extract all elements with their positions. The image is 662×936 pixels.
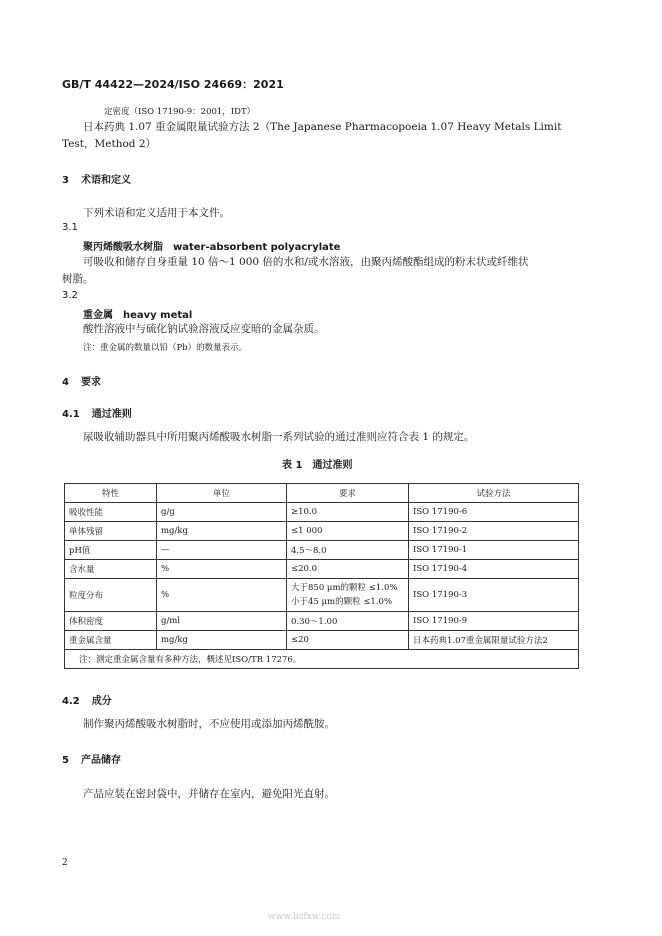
subsection-number: 4.1 <box>62 409 80 420</box>
intro-line-2: 日本药典 1.07 重金属限量试验方法 2（The Japanese Pharmacopoeia 1.07 Heavy Metals Limit <box>83 121 562 133</box>
cell-requirement: ≤1 000 <box>287 522 409 541</box>
term-note: 注：重金属的数量以铅（Pb）的数量表示。 <box>83 343 248 353</box>
column-header: 特性 <box>65 484 157 503</box>
table-note-row <box>65 650 579 669</box>
cell-requirement: ≥10.0 <box>287 503 409 522</box>
table-header-row <box>65 484 579 503</box>
cell-requirement <box>287 579 409 612</box>
subsection-number: 4.2 <box>62 696 80 707</box>
cell-unit: — <box>157 541 287 560</box>
cell-method: ISO 17190-9 <box>409 612 579 631</box>
table-row <box>65 560 579 579</box>
section-5-text: 产品应装在密封袋中，并储存在室内，避免阳光直射。 <box>83 788 335 800</box>
cell-property: 体积密度 <box>65 612 157 631</box>
cell-requirement: ≤20 <box>287 631 409 650</box>
cell-property: 含水量 <box>65 560 157 579</box>
subsection-title: 成分 <box>91 696 112 707</box>
cell-method: 日本药典1.07重金属限量试验方法2 <box>409 631 579 650</box>
section-5-heading <box>62 751 121 766</box>
cell-method: ISO 17190-6 <box>409 503 579 522</box>
term-en: water-absorbent polyacrylate <box>173 242 341 253</box>
subsection-title: 通过准则 <box>91 409 132 420</box>
term-title <box>83 306 192 321</box>
intro-line-1: 定密度（ISO 17190-9：2001，IDT） <box>104 107 256 117</box>
column-header: 单位 <box>157 484 287 503</box>
term-en: heavy metal <box>123 310 193 321</box>
section-3-heading <box>62 171 131 186</box>
table-row <box>65 631 579 650</box>
section-title: 要求 <box>80 377 101 388</box>
subsection-4-1-heading <box>62 405 132 420</box>
term-definition-line-2: 树脂。 <box>62 273 94 285</box>
section-title: 产品储存 <box>80 755 121 766</box>
page-number: 2 <box>62 858 68 868</box>
footer-watermark: www.bzfxw.com <box>268 912 341 922</box>
cell-property: 粒度分布 <box>65 579 157 612</box>
term-number: 3.2 <box>62 290 78 301</box>
cell-unit: mg/kg <box>157 522 287 541</box>
table-row <box>65 612 579 631</box>
cell-property: pH值 <box>65 541 157 560</box>
term-zh: 聚丙烯酸吸水树脂 <box>83 242 163 253</box>
cell-unit: % <box>157 579 287 612</box>
intro-line-3: Test，Method 2） <box>62 138 157 150</box>
table-note: 注：测定重金属含量有多种方法，概述见ISO/TR 17276。 <box>65 650 579 669</box>
term-definition-line-1: 可吸收和储存自身重量 10 倍～1 000 倍的水和/或水溶液，由聚丙烯酸酯组成的粉末状或纤维状 <box>83 256 529 268</box>
section-3-intro: 下列术语和定义适用于本文件。 <box>83 207 230 219</box>
cell-unit: g/ml <box>157 612 287 631</box>
term-title <box>83 238 340 253</box>
section-number: 3 <box>62 175 69 186</box>
cell-property: 重金属含量 <box>65 631 157 650</box>
cell-method: ISO 17190-2 <box>409 522 579 541</box>
cell-requirement: 0.30～1.00 <box>287 612 409 631</box>
cell-property: 单体残留 <box>65 522 157 541</box>
section-number: 5 <box>62 755 69 766</box>
cell-unit: % <box>157 560 287 579</box>
requirements-table <box>64 483 579 669</box>
term-definition: 酸性溶液中与硫化钠试验溶液反应变暗的金属杂质。 <box>83 323 325 335</box>
column-header: 试验方法 <box>409 484 579 503</box>
column-header: 要求 <box>287 484 409 503</box>
cell-unit: mg/kg <box>157 631 287 650</box>
subsection-4-2-text: 制作聚丙烯酸吸水树脂时，不应使用或添加丙烯酰胺。 <box>83 718 335 730</box>
table-row <box>65 503 579 522</box>
subsection-4-2-heading <box>62 692 112 707</box>
table-row <box>65 522 579 541</box>
section-4-heading <box>62 373 101 388</box>
requirement-line: 小于45 μm的颗粒 ≤1.0% <box>291 597 393 607</box>
term-number: 3.1 <box>62 222 78 233</box>
document-header: GB/T 44422—2024/ISO 24669：2021 <box>62 78 284 91</box>
cell-method: ISO 17190-3 <box>409 579 579 612</box>
cell-method: ISO 17190-4 <box>409 560 579 579</box>
term-zh: 重金属 <box>83 310 113 321</box>
cell-requirement: ≤20.0 <box>287 560 409 579</box>
requirement-line: 大于850 μm的颗粒 ≤1.0% <box>291 583 398 593</box>
cell-requirement: 4.5～8.0 <box>287 541 409 560</box>
table-caption: 表 1 通过准则 <box>282 460 353 471</box>
section-title: 术语和定义 <box>80 175 131 186</box>
table-row <box>65 541 579 560</box>
section-number: 4 <box>62 377 69 388</box>
cell-method: ISO 17190-1 <box>409 541 579 560</box>
cell-property: 吸收性能 <box>65 503 157 522</box>
cell-unit: g/g <box>157 503 287 522</box>
subsection-4-1-text: 尿吸收辅助器具中所用聚丙烯酸吸水树脂一系列试验的通过准则应符合表 1 的规定。 <box>83 431 475 443</box>
table-row <box>65 579 579 612</box>
